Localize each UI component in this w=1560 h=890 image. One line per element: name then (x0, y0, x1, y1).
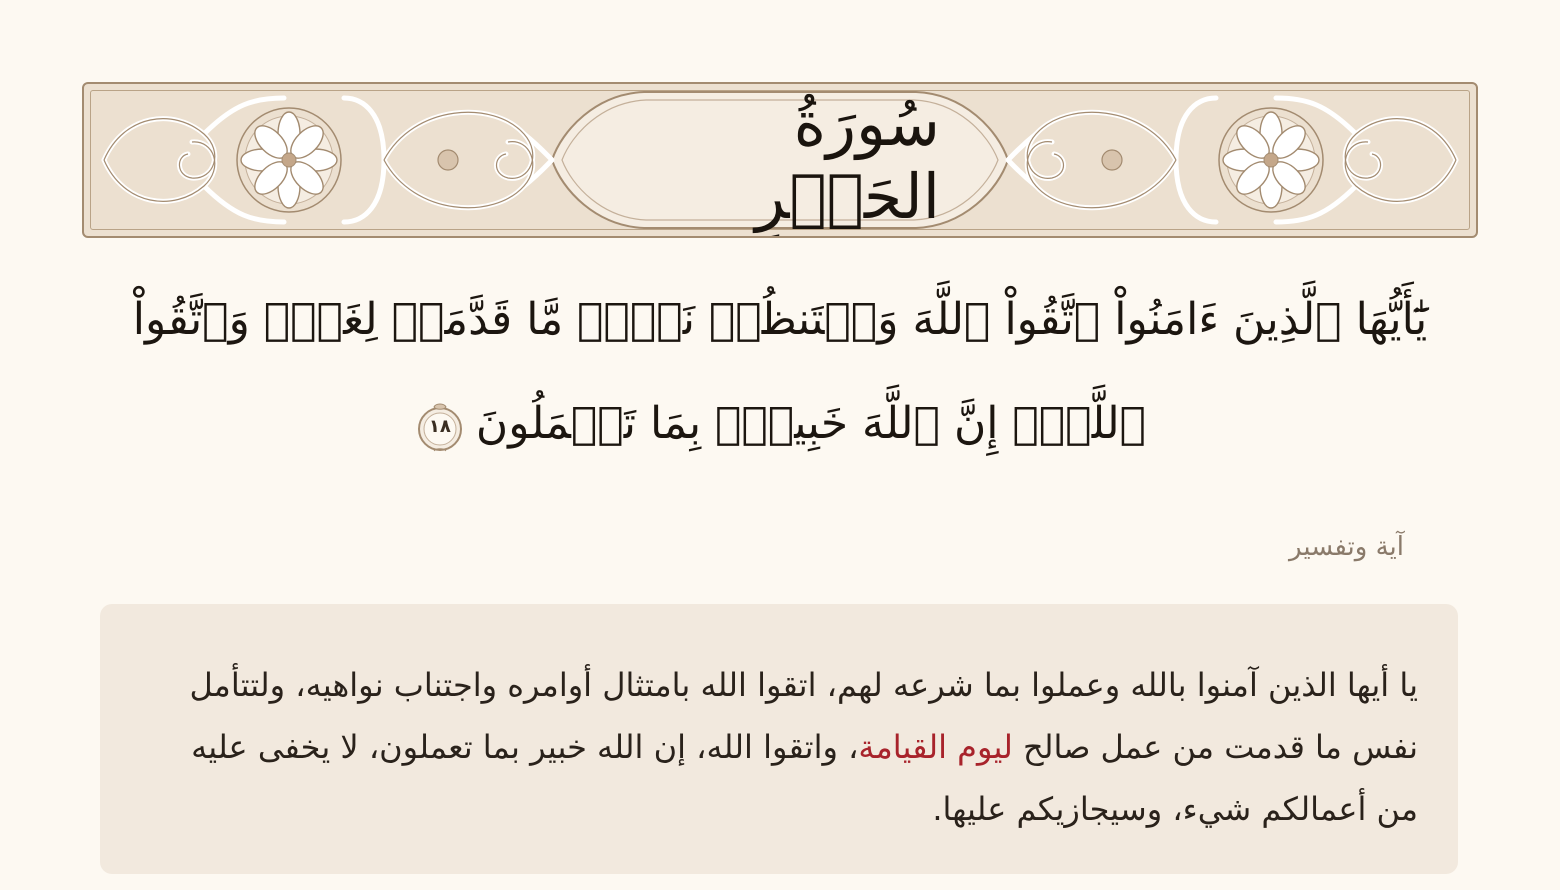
left-knot (438, 150, 458, 170)
left-floral-medallion-icon (237, 108, 341, 212)
right-floral-medallion-icon (1219, 108, 1323, 212)
ayah-text-block (100, 268, 1460, 476)
surah-title: سُورَةُ الحَشۡرِ (755, 87, 940, 233)
surah-header-banner (82, 82, 1478, 238)
ayah-number-marker[interactable] (414, 401, 466, 453)
tafsir-box (100, 604, 1458, 874)
tafsir-text-part1: يا أيها الذين آمنوا بالله وعملوا بما شرعه لهم، اتقوا الله بامتثال أوامره واجتناب نواهيه، ولتتأمل نفس ما قدمت من عمل صالح (189, 666, 1418, 766)
section-label: آية وتفسير (1289, 532, 1404, 562)
tafsir-text-part2: ، واتقوا الله، إن الله خبير بما تعملون، لا يخفى عليه من أعمالكم شيء، وسيجازيكم عليها. (191, 728, 1418, 828)
tafsir-text (158, 654, 1418, 840)
tafsir-highlight-link[interactable]: ليوم القيامة (858, 728, 1013, 766)
ayah-text: يَٰٓأَيُّهَا ٱلَّذِينَ ءَامَنُواْ ٱتَّقُواْ ٱللَّهَ وَلۡتَنظُرۡ نَفۡسٞ مَّا قَدَّمَتۡ لِغَدٖۖ وَٱتَّقُواْ ٱللَّهَۚ إِنَّ ٱللَّهَ خَبِيرُۢ بِمَا تَعۡمَلُونَ (132, 294, 1428, 449)
ayah-number: ١٨ (428, 415, 451, 437)
